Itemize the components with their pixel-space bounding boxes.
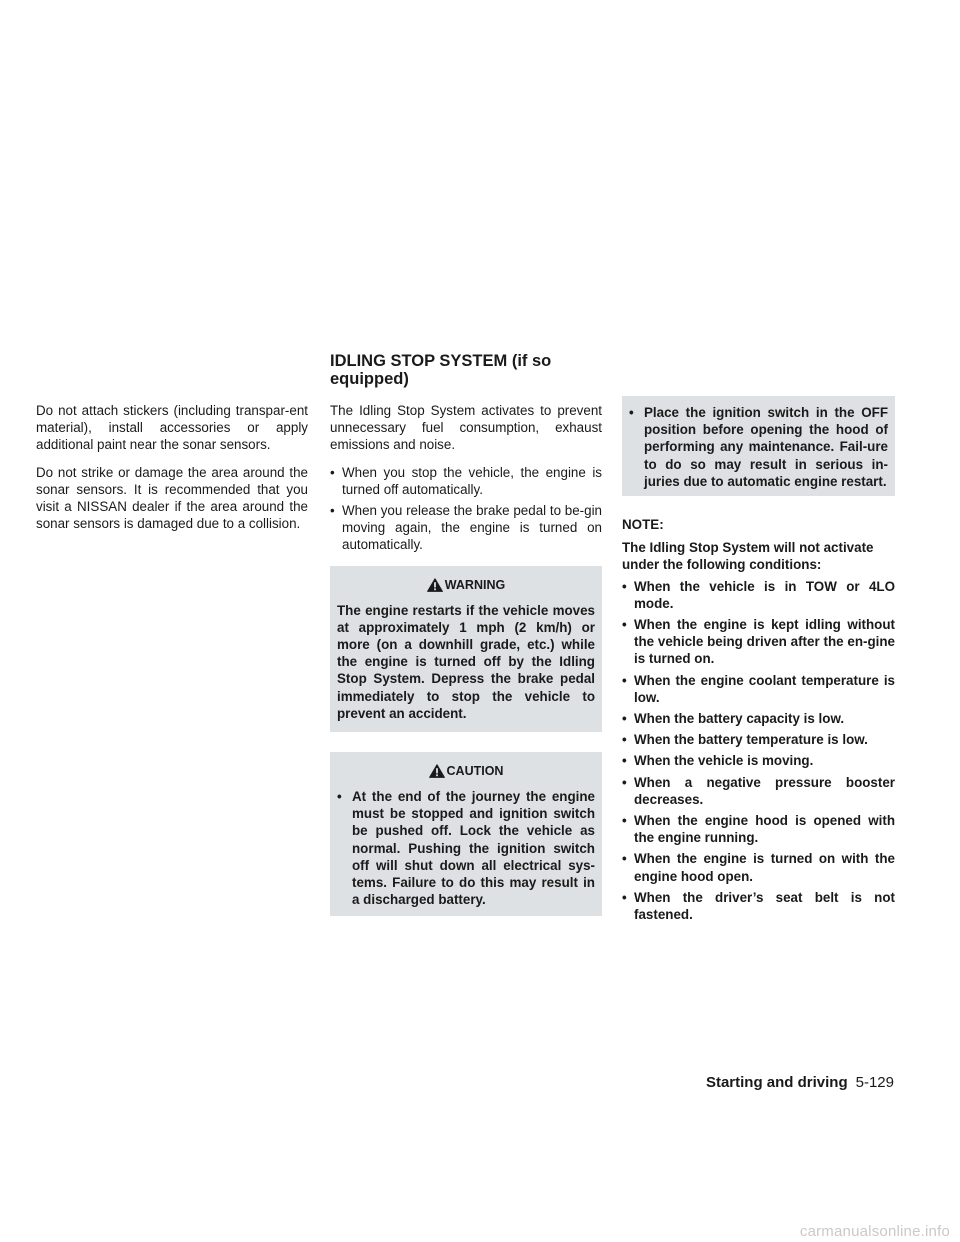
- caution-item: • Place the ignition switch in the OFF position before opening the hood of performing any maintenance. Fail-ure to do so may result in serious in-juries due to automatic engine restart.: [629, 404, 888, 490]
- bullet-list: [330, 464, 602, 554]
- intro-paragraph: The Idling Stop System activates to prevent unnecessary fuel consumption, exhaust emissions and noise.: [330, 403, 602, 453]
- page-footer: [706, 1074, 894, 1092]
- list-item: • When the driver’s seat belt is not fastened.: [622, 889, 895, 923]
- list-item: • When the battery temperature is low.: [622, 731, 895, 748]
- list-item: • When you stop the vehicle, the engine is turned off automatically.: [330, 464, 602, 498]
- note-text: The Idling Stop System will not activate under the following conditions:: [622, 540, 874, 573]
- list-item: • When the vehicle is in TOW or 4LO mode.: [622, 578, 895, 612]
- caution-list: [337, 788, 595, 908]
- warning-label: WARNING: [444, 577, 506, 592]
- watermark: carmanualsonline.info: [799, 1223, 950, 1240]
- warning-header: [337, 578, 595, 592]
- warning-text: The engine restarts if the vehicle moves at approximately 1 mph (2 km/h) or more (on a downhill grade, etc.) while the engine is turned off by the Idling Stop System. Depress the brake pedal immediately to stop the vehicle to prevent an accident.: [337, 602, 595, 721]
- page-number: 5-129: [855, 1074, 894, 1091]
- footer-section: Starting and driving: [705, 1074, 848, 1091]
- list-item: • When the vehicle is moving.: [622, 752, 895, 769]
- conditions-list: [622, 578, 895, 924]
- list-item: • When the engine is kept idling without the vehicle being driven after the en-gine is turned on.: [622, 616, 895, 668]
- warning-box: [330, 566, 602, 732]
- right-column: [622, 402, 895, 933]
- paragraph: Do not attach stickers (including transpar-ent material), install accessories or apply additional paint near the sonar sensors.: [36, 403, 308, 453]
- left-column: [36, 402, 308, 542]
- middle-column: [330, 402, 602, 936]
- caution-box: [330, 752, 602, 916]
- list-item: • When the engine is turned on with the engine hood open.: [622, 850, 895, 884]
- list-item: • When the engine coolant temperature is low.: [622, 672, 895, 706]
- warning-triangle-icon: [429, 764, 445, 778]
- caution-header: [337, 764, 595, 778]
- caution-label: CAUTION: [446, 764, 504, 779]
- paragraph: Do not strike or damage the area around the sonar sensors. It is recommended that you visit a NISSAN dealer if the area around the sonar sensors is damaged due to a collision.: [36, 464, 308, 532]
- list-item: • When the engine hood is opened with the engine running.: [622, 812, 895, 846]
- caution-item: • At the end of the journey the engine must be stopped and ignition switch be pushed off. Lock the vehicle as normal. Pushing the ignition switch off will shut down all electrical sys-tems. Failure to do this may result in a discharged battery.: [337, 788, 595, 908]
- list-item: • When a negative pressure booster decreases.: [622, 774, 895, 808]
- note-label: NOTE:: [622, 517, 664, 533]
- caution-list: [629, 404, 888, 490]
- warning-triangle-icon: [427, 578, 443, 592]
- caution-box-continued: [622, 396, 895, 496]
- list-item: • When the battery capacity is low.: [622, 710, 895, 727]
- section-title: IDLING STOP SYSTEM (if so equipped): [330, 352, 552, 388]
- list-item: • When you release the brake pedal to be-gin moving again, the engine is turned on automatically.: [330, 502, 602, 554]
